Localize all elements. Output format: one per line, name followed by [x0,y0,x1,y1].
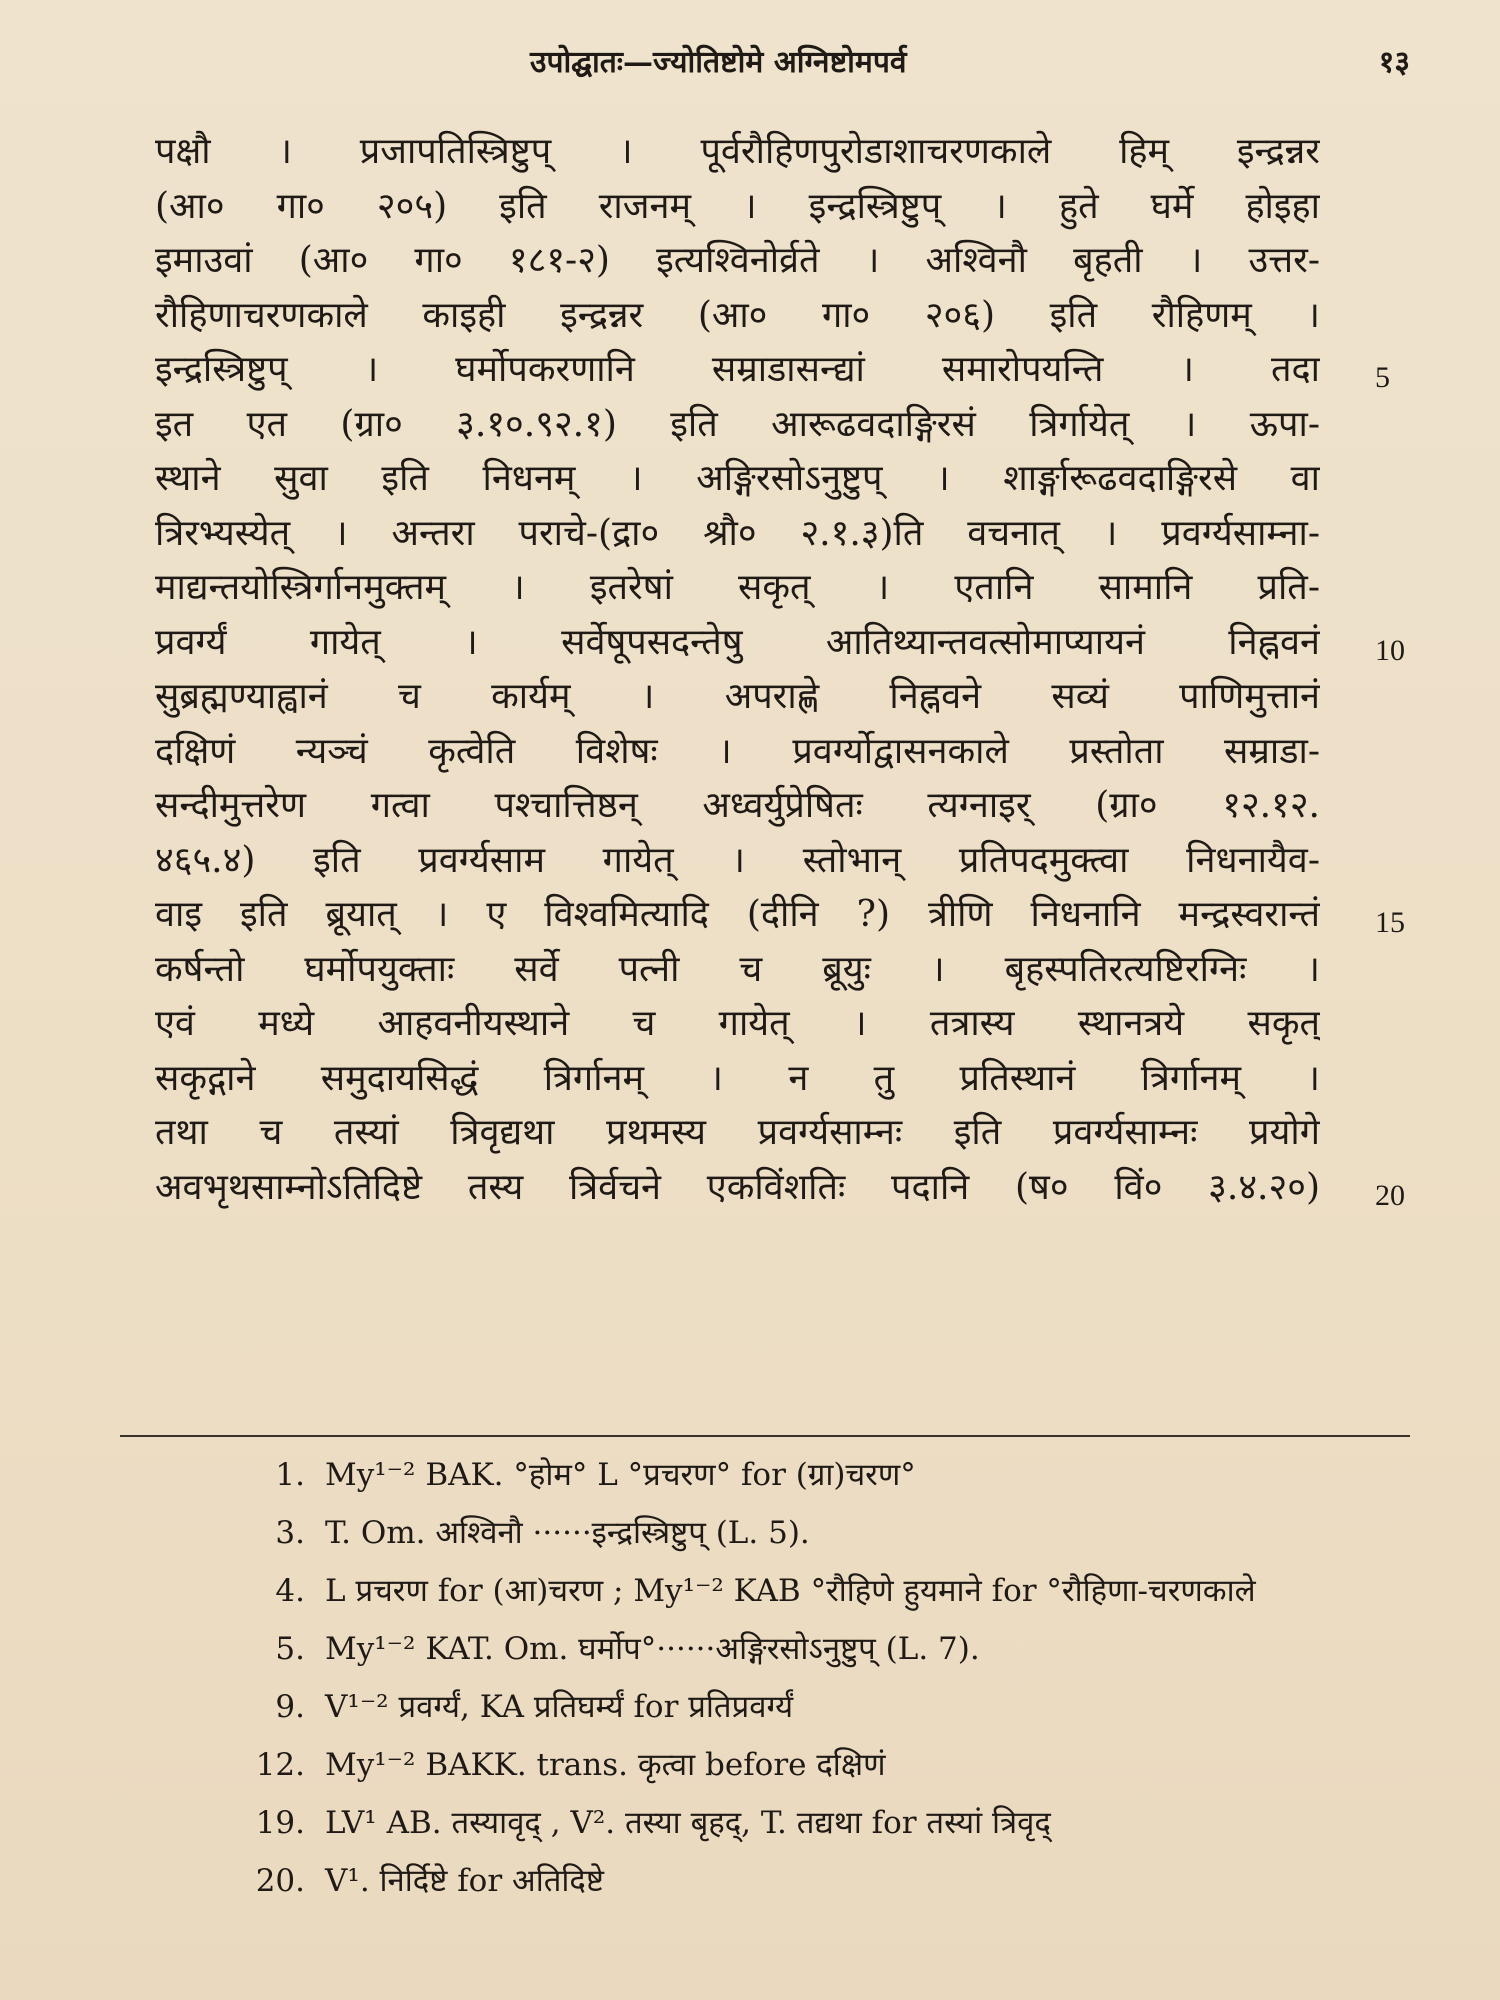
line-number: 20 [1375,1178,1405,1212]
footnote-text: V¹. निर्दिष्टे for अतिदिष्टे [325,1863,604,1899]
text-line: प्रवर्ग्यं गायेत् । सर्वेषूपसदन्तेषु आतिथ्यान्तवत्सोमाप्यायनं निह्नवनं [155,621,1320,663]
footnote-number: 4. [275,1573,305,1609]
footnote-number: 5. [275,1631,305,1667]
footnote-rule [120,1435,1410,1437]
text-line: रौहिणाचरणकाले काइही इन्द्रन्नर (आ० गा० २०६) इति रौहिणम् । [155,294,1320,336]
text-line: दक्षिणं न्यञ्चं कृत्वेति विशेषः । प्रवर्ग्योद्वासनकाले प्रस्तोता सम्राडा- [155,730,1320,772]
footnote-text: L प्रचरण for (आ)चरण ; My¹⁻² KAB °रौहिणे हुयमाने for °रौहिणा-चरणकाले [325,1573,1256,1609]
text-line: सुब्रह्मण्याह्वानं च कार्यम् । अपराह्णे निह्नवने सव्यं पाणिमुत्तानं [155,676,1320,717]
footnote-number: 12. [255,1747,305,1783]
footnote-text: My¹⁻² KAT. Om. घर्मोप°······अङ्गिरसोऽनुष्टुप् (L. 7). [325,1631,980,1667]
text-line: स्थाने सुवा इति निधनम् । अङ्गिरसोऽनुष्टुप् । शार्ङ्गारूढवदाङ्गिरसे वा [155,458,1320,499]
text-line: कर्षन्तो घर्मोपयुक्ताः सर्वे पत्नी च ब्रूयुः । बृहस्पतिरत्यष्टिरग्निः । [155,948,1320,990]
line-number: 10 [1375,633,1405,667]
text-line: त्रिरभ्यस्येत् । अन्तरा पराचे-(द्रा० श्रौ० २.१.३)ति वचनात् । प्रवर्ग्यसाम्ना- [155,512,1320,554]
page-header [150,40,1410,90]
footnote-text: My¹⁻² BAK. °होम° L °प्रचरण° for (ग्रा)चरण° [325,1457,916,1493]
main-text [155,125,1320,1215]
text-line: सन्दीमुत्तरेण गत्वा पश्चात्तिष्ठन् अध्वर्युप्रेषितः त्यग्नाइर् (ग्रा० १२.१२. [155,785,1320,826]
page-number: १३ [1378,45,1410,80]
footnote-item [215,1571,1435,1611]
footnote-item [215,1629,1435,1669]
text-line: ४६५.४) इति प्रवर्ग्यसाम गायेत् । स्तोभान् प्रतिपदमुक्त्वा निधनायैव- [155,839,1320,881]
footnote-item [215,1455,1435,1495]
line-number: 5 [1375,361,1390,394]
text-line: (आ० गा० २०५) इति राजनम् । इन्द्रस्त्रिष्टुप् । हुते घर्मे होइहा [155,185,1320,227]
footnote-number: 1. [275,1457,305,1493]
text-line: इमाउवां (आ० गा० १८१-२) इत्यश्विनोर्व्रते । अश्विनौ बृहती । उत्तर- [155,240,1320,281]
running-head: उपोद्घातः—ज्योतिष्टोमे अग्निष्टोमपर्व [530,45,907,80]
text-line: सकृद्गाने समुदायसिद्धं त्रिर्गानम् । न तु प्रतिस्थानं त्रिर्गानम् । [155,1057,1320,1099]
line-number: 15 [1375,906,1405,939]
text-line: अवभृथसाम्नोऽतिदिष्टे तस्य त्रिर्वचने एकविंशतिः पदानि (ष० विं० ३.४.२०) [155,1166,1320,1208]
footnote-number: 19. [255,1805,305,1841]
footnote-item [215,1861,1435,1901]
footnote-number: 20. [255,1863,305,1899]
footnote-item [215,1687,1435,1727]
text-line: वाइ इति ब्रूयात् । ए विश्वमित्यादि (दीनि ?) त्रीणि निधनानि मन्द्रस्वरान्तं [155,894,1320,935]
text-line: तथा च तस्यां त्रिवृद्यथा प्रथमस्य प्रवर्ग्यसाम्नः इति प्रवर्ग्यसाम्नः प्रयोगे [155,1112,1320,1153]
text-line: इत एत (ग्रा० ३.१०.९२.१) इति आरूढवदाङ्गिरसं त्रिर्गायेत् । ऊपा- [155,403,1320,445]
footnote-item [215,1745,1435,1785]
footnote-number: 9. [275,1689,305,1725]
text-line: माद्यन्तयोस्त्रिर्गानमुक्तम् । इतरेषां सकृत् । एतानि सामानि प्रति- [155,567,1320,608]
text-line: एवं मध्ये आहवनीयस्थाने च गायेत् । तत्रास्य स्थानत्रये सकृत् [155,1003,1320,1044]
footnote-text: T. Om. अश्विनौ ······इन्द्रस्त्रिष्टुप् (L. 5). [325,1515,810,1551]
footnote-text: V¹⁻² प्रवर्ग्यं, KA प्रतिघर्म्यं for प्रतिप्रवर्ग्यं [325,1689,794,1725]
footnote-number: 3. [275,1515,305,1551]
footnotes [215,1455,1435,1919]
footnote-item [215,1803,1435,1843]
footnote-text: LV¹ AB. तस्यावृद् , V². तस्या बृहद्, T. तद्यथा for तस्यां त्रिवृद् [325,1805,1051,1841]
footnote-item [215,1513,1435,1553]
text-line: पक्षौ । प्रजापतिस्त्रिष्टुप् । पूर्वरौहिणपुरोडाशाचरणकाले हिम् इन्द्रन्नर [155,131,1320,172]
footnote-text: My¹⁻² BAKK. trans. कृत्वा before दक्षिणं [325,1747,886,1783]
text-line: इन्द्रस्त्रिष्टुप् । घर्मोपकरणानि सम्राडासन्द्यां समारोपयन्ति । तदा [155,349,1320,390]
